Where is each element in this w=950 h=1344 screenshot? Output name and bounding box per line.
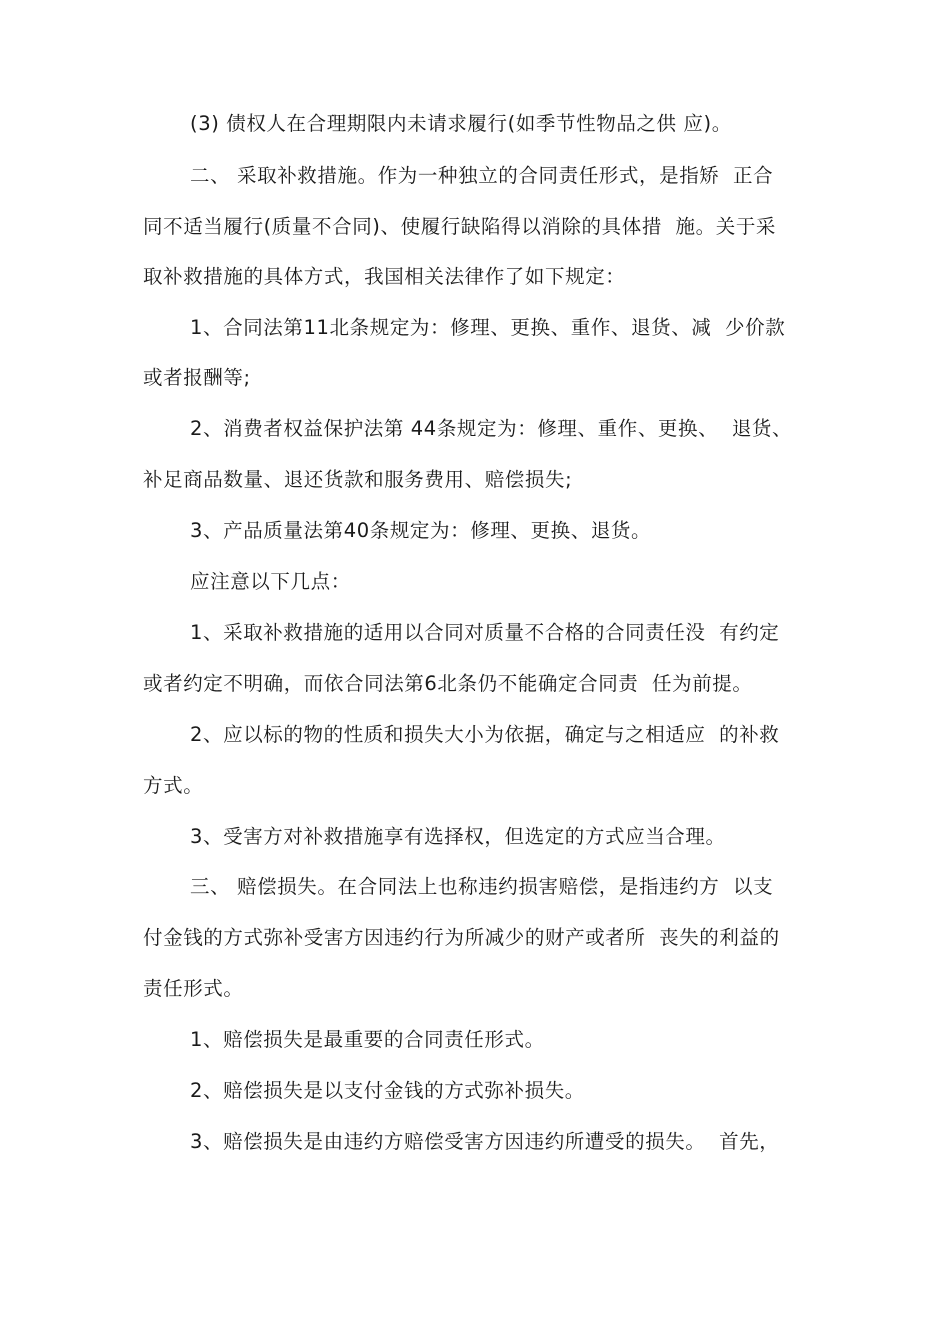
paragraph-line: 或者报酬等; [143, 366, 251, 389]
paragraph-line: 补足商品数量、退还货款和服务费用、赔偿损失; [143, 468, 573, 491]
paragraph-line: 3、受害方对补救措施享有选择权，但选定的方式应当合理。 [190, 825, 726, 848]
paragraph-line: 3、产品质量法第40条规定为：修理、更换、退货。 [190, 519, 652, 542]
paragraph-line: 2、应以标的物的性质和损失大小为依据，确定与之相适应 的补救 [190, 723, 780, 746]
paragraph-line: 1、赔偿损失是最重要的合同责任形式。 [190, 1028, 545, 1051]
paragraph-line: 同不适当履行(质量不合同)、使履行缺陷得以消除的具体措 施。关于采 [143, 215, 777, 238]
paragraph-line: 2、赔偿损失是以支付金钱的方式弥补损失。 [190, 1079, 585, 1102]
paragraph-line: 1、采取补救措施的适用以合同对质量不合格的合同责任没 有约定 [190, 621, 780, 644]
paragraph-line: 或者约定不明确，而依合同法第6北条仍不能确定合同责 任为前提。 [143, 672, 753, 695]
paragraph-line: 3、赔偿损失是由违约方赔偿受害方因违约所遭受的损失。 首先， [190, 1130, 780, 1153]
paragraph-line: (3) 债权人在合理期限内未请求履行(如季节性物品之供 应)。 [190, 112, 732, 135]
paragraph-line: 三、 赔偿损失。在合同法上也称违约损害赔偿，是指违约方 以支 [190, 875, 774, 898]
paragraph-line: 责任形式。 [143, 977, 244, 1000]
paragraph-line: 1、合同法第11北条规定为：修理、更换、重作、退货、减 少价款 [190, 316, 786, 339]
paragraph-line: 取补救措施的具体方式，我国相关法律作了如下规定： [143, 265, 626, 288]
paragraph-line: 二、 采取补救措施。作为一种独立的合同责任形式，是指矫 正合 [190, 164, 774, 187]
paragraph-line: 2、消费者权益保护法第 44条规定为：修理、重作、更换、 退货、 [190, 417, 793, 440]
paragraph-line: 方式。 [143, 774, 204, 797]
paragraph-line: 应注意以下几点： [190, 570, 351, 593]
paragraph-line: 付金钱的方式弥补受害方因违约行为所减少的财产或者所 丧失的利益的 [143, 926, 780, 949]
